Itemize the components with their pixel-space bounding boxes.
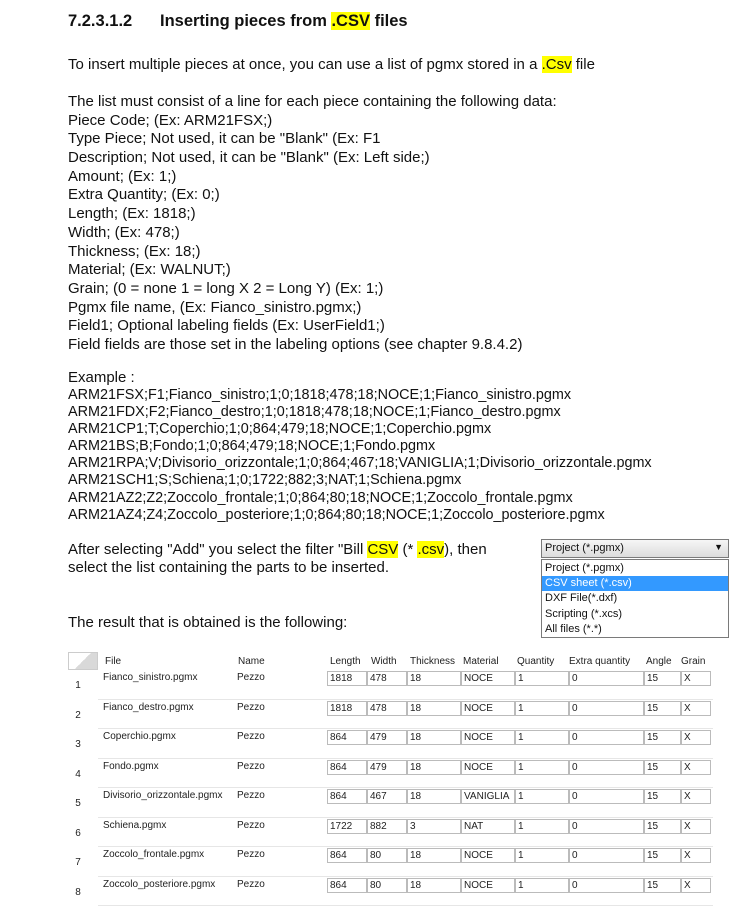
row-divider (98, 758, 713, 759)
section-title-suffix: files (369, 12, 408, 30)
example-line: ARM21CP1;T;Coperchio;1;0;864;479;18;NOCE;1;Coperchio.pgmx (68, 421, 492, 438)
cell-name[interactable]: Pezzo (237, 760, 265, 772)
cell-angle[interactable]: 15 (644, 760, 681, 775)
cell-angle[interactable]: 15 (644, 848, 681, 863)
cell-name[interactable]: Pezzo (237, 849, 265, 860)
row-divider (98, 728, 713, 729)
cell-quantity[interactable]: 1 (515, 848, 569, 863)
result-text: The result that is obtained is the following: (68, 614, 348, 631)
example-line: ARM21FSX;F1;Fianco_sinistro;1;0;1818;478;18;NOCE;1;Fianco_sinistro.pgmx (68, 387, 572, 403)
cell-material[interactable]: NOCE (461, 671, 515, 686)
col-header-material[interactable]: Material (463, 656, 499, 667)
example-label: Example : (68, 369, 135, 386)
intro-paragraph (68, 56, 595, 74)
cell-name[interactable]: Pezzo (237, 790, 265, 801)
cell-name[interactable]: Pezzo (237, 731, 265, 742)
cell-grain[interactable]: X (681, 730, 711, 745)
row-number[interactable]: 6 (75, 827, 81, 839)
field-line: Width; (Ex: 478;) (68, 223, 180, 241)
example-line: ARM21SCH1;S;Schiena;1;0;1722;882;3;NAT;1;Schiena.pgmx (68, 472, 462, 489)
cell-angle[interactable]: 15 (644, 819, 681, 834)
row-number[interactable]: 5 (75, 798, 81, 809)
col-header-file[interactable]: File (105, 656, 122, 667)
field-list-intro: The list must consist of a line for each piece containing the following data: (68, 93, 557, 110)
file-type-option[interactable]: Scripting (*.xcs) (545, 607, 623, 620)
cell-file[interactable]: Zoccolo_frontale.pgmx (103, 849, 205, 860)
row-number[interactable]: 8 (75, 886, 81, 898)
cell-thickness[interactable]: 18 (407, 730, 461, 745)
field-line: Grain; (0 = none 1 = long X 2 = Long Y) (Ex: 1;) (68, 279, 384, 297)
cell-angle[interactable]: 15 (644, 701, 681, 716)
file-type-option-csv[interactable]: CSV sheet (*.csv) (542, 576, 728, 591)
cell-file[interactable]: Fianco_destro.pgmx (103, 701, 194, 713)
cell-extra-quantity[interactable]: 0 (569, 671, 644, 686)
cell-name[interactable]: Pezzo (237, 819, 265, 831)
cell-width[interactable]: 479 (367, 760, 407, 775)
after-select-text: After selecting "Add" you select the filter "Bill (68, 541, 368, 558)
cell-length[interactable]: 864 (327, 848, 367, 863)
cell-file[interactable]: Zoccolo_posteriore.pgmx (103, 878, 216, 890)
cell-angle[interactable]: 15 (644, 730, 681, 745)
row-number[interactable]: 7 (75, 857, 81, 868)
col-header-angle[interactable]: Angle (646, 656, 672, 667)
example-line: ARM21BS;B;Fondo;1;0;864;479;18;NOCE;1;Fondo.pgmx (68, 438, 436, 455)
cell-material[interactable]: VANIGLIA (461, 789, 515, 804)
example-line: ARM21AZ4;Z4;Zoccolo_posteriore;1;0;864;80;18;NOCE;1;Zoccolo_posteriore.pgmx (68, 506, 605, 523)
cell-width[interactable]: 80 (367, 878, 407, 893)
file-type-option[interactable]: All files (*.*) (545, 622, 602, 635)
intro-highlight: .Csv (541, 56, 572, 73)
cell-width[interactable]: 479 (367, 730, 407, 745)
cell-length[interactable]: 864 (327, 789, 367, 804)
cell-width[interactable]: 478 (367, 671, 407, 686)
cell-extra-quantity[interactable]: 0 (569, 789, 644, 804)
cell-extra-quantity[interactable]: 0 (569, 701, 644, 716)
cell-length[interactable]: 864 (327, 760, 367, 775)
row-number[interactable]: 3 (75, 739, 81, 750)
cell-angle[interactable]: 15 (644, 878, 681, 893)
cell-quantity[interactable]: 1 (515, 671, 569, 686)
cell-quantity[interactable]: 1 (515, 730, 569, 745)
field-line: Length; (Ex: 1818;) (68, 205, 196, 223)
file-type-selected: Project (*.pgmx) (545, 542, 624, 554)
cell-file[interactable]: Coperchio.pgmx (103, 731, 176, 742)
file-type-option[interactable]: DXF File(*.dxf) (545, 592, 618, 605)
col-header-width[interactable]: Width (371, 656, 397, 667)
col-header-quantity[interactable]: Quantity (517, 656, 555, 667)
row-divider (98, 787, 713, 788)
row-divider (98, 846, 713, 847)
intro-text: To insert multiple pieces at once, you can use a list of pgmx stored in a (68, 56, 542, 73)
cell-quantity[interactable]: 1 (515, 789, 569, 804)
cell-grain[interactable]: X (681, 789, 711, 804)
cell-width[interactable]: 478 (367, 701, 407, 716)
grid-corner[interactable] (68, 652, 98, 670)
cell-thickness[interactable]: 18 (407, 701, 461, 716)
col-header-name[interactable]: Name (238, 656, 265, 667)
csv-ext-highlight: .csv (417, 541, 445, 558)
field-line: Extra Quantity; (Ex: 0;) (68, 186, 220, 204)
row-number[interactable]: 2 (75, 709, 81, 721)
cell-material[interactable]: NOCE (461, 848, 515, 863)
example-block (68, 387, 652, 524)
field-line: Field fields are those set in the labeling options (see chapter 9.8.4.2) (68, 335, 523, 353)
row-number[interactable]: 1 (75, 680, 81, 691)
row-divider (98, 699, 713, 700)
row-divider (98, 876, 713, 877)
cell-thickness[interactable]: 18 (407, 878, 461, 893)
cell-extra-quantity[interactable]: 0 (569, 848, 644, 863)
pieces-grid (68, 650, 713, 898)
cell-width[interactable]: 80 (367, 848, 407, 863)
file-type-option[interactable]: Project (*.pgmx) (545, 562, 624, 574)
cell-file[interactable]: Fianco_sinistro.pgmx (103, 672, 198, 683)
cell-file[interactable]: Divisorio_orizzontale.pgmx (103, 790, 223, 801)
cell-grain[interactable]: X (681, 760, 711, 775)
cell-quantity[interactable]: 1 (515, 819, 569, 834)
file-type-options (541, 559, 729, 638)
cell-quantity[interactable]: 1 (515, 760, 569, 775)
cell-file[interactable]: Schiena.pgmx (103, 819, 167, 831)
cell-thickness[interactable]: 18 (407, 789, 461, 804)
cell-width[interactable]: 467 (367, 789, 407, 804)
field-line: Pgmx file name, (Ex: Fianco_sinistro.pgmx;) (68, 298, 362, 316)
col-header-thickness[interactable]: Thickness (410, 656, 456, 667)
example-line: ARM21RPA;V;Divisorio_orizzontale;1;0;864;467;18;VANIGLIA;1;Divisorio_orizzontale.pgmx (68, 455, 652, 472)
cell-grain[interactable]: X (681, 671, 711, 686)
cell-angle[interactable]: 15 (644, 789, 681, 804)
cell-thickness[interactable]: 3 (407, 819, 461, 834)
field-line: Amount; (Ex: 1;) (68, 167, 177, 185)
col-header-grain[interactable]: Grain (681, 656, 706, 667)
section-title-text: Inserting pieces from (160, 12, 332, 30)
cell-grain[interactable]: X (681, 701, 711, 716)
cell-length[interactable]: 864 (327, 878, 367, 893)
after-select-line1 (68, 541, 487, 559)
cell-extra-quantity[interactable]: 0 (569, 760, 644, 775)
col-header-extra-quantity[interactable]: Extra quantity (569, 656, 631, 667)
row-number[interactable]: 4 (75, 768, 81, 780)
cell-name[interactable]: Pezzo (237, 878, 265, 890)
col-header-length[interactable]: Length (330, 656, 361, 667)
cell-quantity[interactable]: 1 (515, 701, 569, 716)
cell-grain[interactable]: X (681, 819, 711, 834)
cell-thickness[interactable]: 18 (407, 848, 461, 863)
example-line: ARM21AZ2;Z2;Zoccolo_frontale;1;0;864;80;18;NOCE;1;Zoccolo_frontale.pgmx (68, 489, 573, 506)
cell-material[interactable]: NOCE (461, 760, 515, 775)
section-title-highlight: .CSV (331, 12, 370, 30)
cell-name[interactable]: Pezzo (237, 672, 265, 683)
cell-thickness[interactable]: 18 (407, 671, 461, 686)
cell-length[interactable]: 1722 (327, 819, 367, 834)
row-divider (98, 817, 713, 818)
field-line: Type Piece; Not used, it can be "Blank" (Ex: F1 (68, 130, 381, 148)
field-line: Material; (Ex: WALNUT;) (68, 261, 231, 279)
csv-highlight: CSV (367, 541, 399, 558)
cell-name[interactable]: Pezzo (237, 701, 265, 713)
after-select-text-b: (* (398, 541, 418, 558)
field-line: Description; Not used, it can be "Blank" (Ex: Left side;) (68, 149, 430, 167)
after-select-line2: select the list containing the parts to be inserted. (68, 559, 390, 576)
section-heading (68, 12, 408, 31)
section-number: 7.2.3.1.2 (68, 12, 133, 30)
cell-length[interactable]: 864 (327, 730, 367, 745)
cell-extra-quantity[interactable]: 0 (569, 730, 644, 745)
cell-width[interactable]: 882 (367, 819, 407, 834)
cell-material[interactable]: NOCE (461, 701, 515, 716)
cell-length[interactable]: 1818 (327, 701, 367, 716)
after-select-text-c: ), then (444, 541, 487, 558)
intro-suffix: file (571, 56, 595, 73)
cell-angle[interactable]: 15 (644, 671, 681, 686)
cell-extra-quantity[interactable]: 0 (569, 819, 644, 834)
cell-material[interactable]: NOCE (461, 878, 515, 893)
cell-grain[interactable]: X (681, 878, 711, 893)
cell-file[interactable]: Fondo.pgmx (103, 760, 159, 772)
file-type-dropdown[interactable] (541, 539, 729, 558)
field-line: Field1; Optional labeling fields (Ex: UserField1;) (68, 317, 385, 335)
cell-grain[interactable]: X (681, 848, 711, 863)
cell-quantity[interactable]: 1 (515, 878, 569, 893)
cell-thickness[interactable]: 18 (407, 760, 461, 775)
cell-material[interactable]: NAT (461, 819, 515, 834)
field-line: Thickness; (Ex: 18;) (68, 242, 201, 260)
cell-material[interactable]: NOCE (461, 730, 515, 745)
field-line: Piece Code; (Ex: ARM21FSX;) (68, 111, 273, 129)
cell-extra-quantity[interactable]: 0 (569, 878, 644, 893)
field-list (68, 93, 557, 355)
cell-length[interactable]: 1818 (327, 671, 367, 686)
example-line: ARM21FDX;F2;Fianco_destro;1;0;1818;478;18;NOCE;1;Fianco_destro.pgmx (68, 404, 561, 421)
chevron-down-icon[interactable]: ▼ (714, 542, 723, 552)
